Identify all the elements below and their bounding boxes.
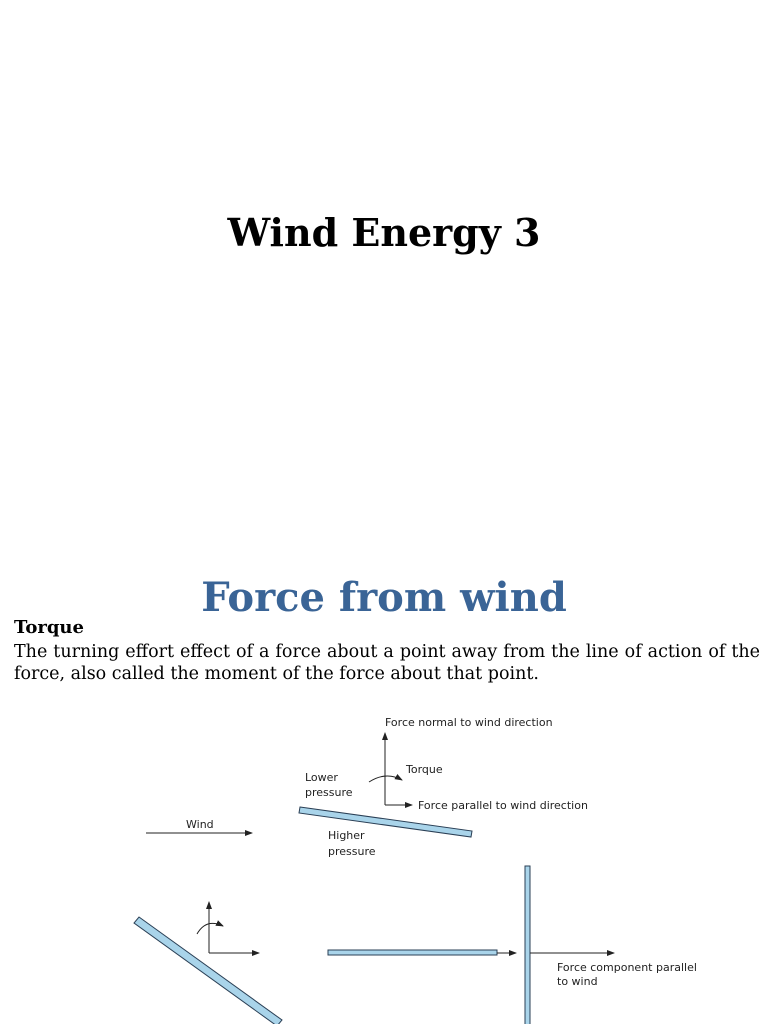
torque-label: Torque <box>406 763 443 776</box>
force-parallel-label: Force parallel to wind direction <box>418 799 588 812</box>
term-heading: Torque <box>14 617 84 638</box>
component-label-1: Force component parallel <box>557 961 697 974</box>
blade-vertical <box>525 866 530 1024</box>
section-title: Force from wind <box>201 574 567 621</box>
component-label-2: to wind <box>557 975 598 988</box>
wind-label: Wind <box>186 818 214 831</box>
higher-pressure-label-2: pressure <box>328 845 376 858</box>
blade-diagonal-bottom <box>134 917 282 1024</box>
lower-pressure-label-2: pressure <box>305 786 353 799</box>
wind-force-diagram <box>0 700 768 1024</box>
higher-pressure-label-1: Higher <box>328 829 365 842</box>
slide-title: Wind Energy 3 <box>227 210 541 255</box>
blade-horizontal <box>328 950 497 955</box>
force-normal-label: Force normal to wind direction <box>385 716 553 729</box>
term-definition: The turning effort effect of a force about a point away from the line of action of the force, also called the moment of the force about that point. <box>14 642 760 684</box>
lower-pressure-label-1: Lower <box>305 771 338 784</box>
torque-arrow-small <box>197 923 223 934</box>
